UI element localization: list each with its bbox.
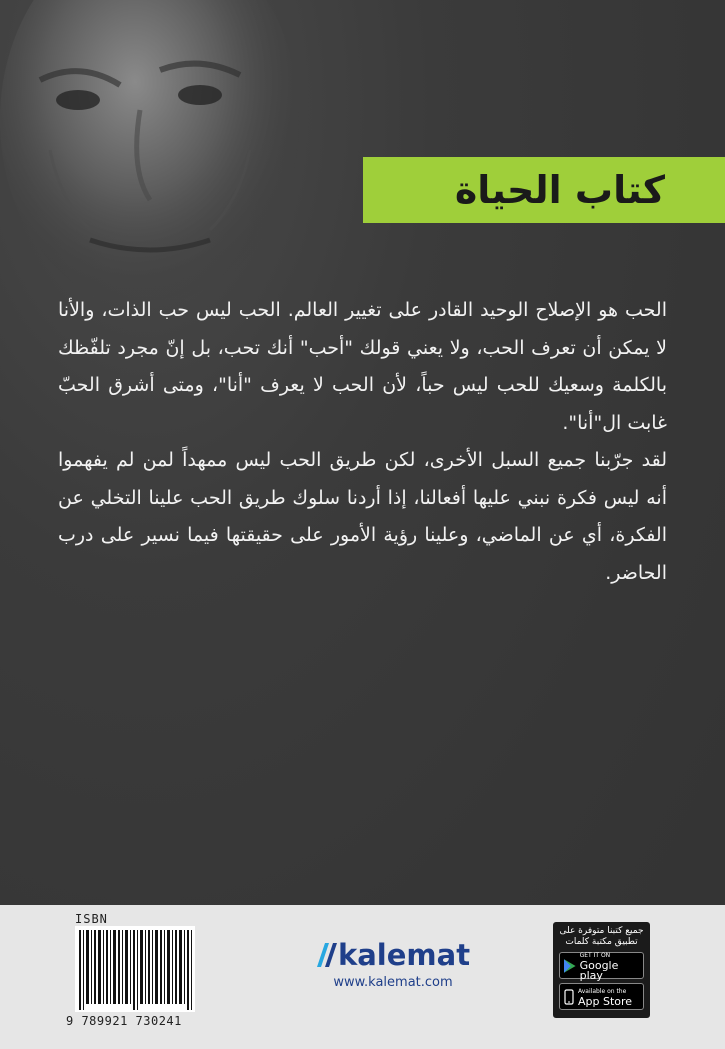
phone-icon (564, 989, 574, 1005)
app-store-badge[interactable] (559, 983, 644, 1010)
app-store-small: Available on the (578, 987, 627, 995)
publisher-name: kalemat (337, 938, 471, 972)
store-badges (553, 922, 650, 1018)
blurb (58, 292, 667, 592)
book-title: كتاب الحياة (454, 168, 665, 212)
barcode-icon (75, 926, 195, 1012)
play-icon (564, 959, 576, 973)
app-store-label: App Store (578, 994, 633, 1008)
publisher-url: www.kalemat.com (333, 975, 453, 990)
google-play-label: Google play (579, 958, 619, 982)
title-banner (363, 157, 725, 223)
blurb-paragraph-2: لقد جرّبنا جميع السبل الأخرى، لكن طريق الحب ليس ممهداً لمن لم يفهموا أنه ليس فكرة نبني عليها أفعالنا، إذا أردنا سلوك طريق الحب علينا التخلي عن الفكرة، أي عن الماضي، وعلينا رؤية الأمور على حقيقتها فيما نسير على درب الحاضر. (58, 449, 667, 584)
blurb-paragraph-1: الحب هو الإصلاح الوحيد القادر على تغيير العالم. الحب ليس حب الذات، والأنا لا يمكن أن تعرف الحب، ولا يعني قولك "أحب" أنك تحب، بل إنّ مجرد تلفّظك بالكلمة وسعيك للحب ليس حباً، لأن الحب لا يعرف "أنا"، ومتى أشرق الحبّ غابت ال"أنا". (58, 299, 667, 434)
publisher-brand (308, 938, 478, 990)
google-play-small: GET IT ON (579, 951, 611, 959)
author-portrait (0, 0, 300, 300)
google-play-badge[interactable] (559, 951, 644, 982)
publisher-logo (316, 938, 470, 972)
kalemat-slash-icon (316, 941, 338, 969)
stores-caption: جميع كتبنا متوفرة على تطبيق مكتبة كلمات (559, 926, 644, 947)
isbn-label: ISBN (75, 912, 108, 926)
isbn-number: 9 789921 730241 (66, 1014, 182, 1028)
